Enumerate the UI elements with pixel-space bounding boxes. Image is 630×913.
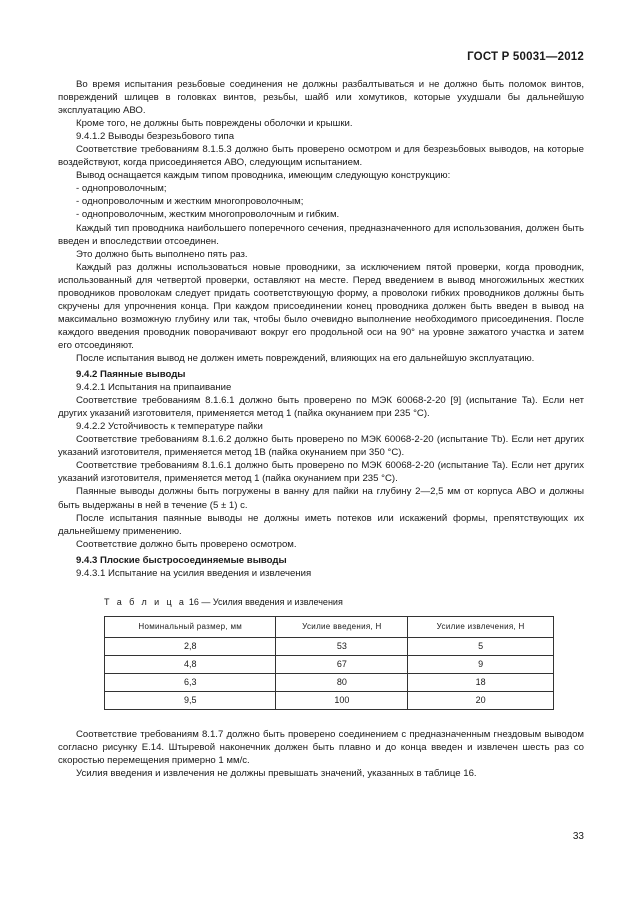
- section-heading-943: 9.4.3 Плоские быстросоединяемые выводы: [76, 554, 287, 566]
- cell-withdrawal: 5: [408, 637, 554, 655]
- subsection-title: 9.4.1.2 Выводы безрезьбового типа: [76, 131, 235, 143]
- list-item: - однопроволочным, жестким многопроволочным и гибким.: [76, 209, 340, 221]
- table-row: [105, 655, 554, 673]
- paragraph: Паянные выводы должны быть погружены в ванну для пайки на глубину 2—2,5 мм от корпуса АВО и должны быть выдержаны в ней в течение (5 ± 1) с.: [58, 486, 584, 511]
- table-caption: [104, 596, 584, 609]
- paragraph: Соответствие требованиям 8.1.6.1 должно быть проверено по МЭК 60068-2-20 (испытание Ta). Если нет других указаний изготовителя, применяется метод 1 (пайка окунанием при 235 °С).: [58, 460, 584, 485]
- subsection-title: 9.4.2.1 Испытания на припаивание: [76, 382, 232, 394]
- cell-withdrawal: 20: [408, 691, 554, 709]
- paragraph: Каждый раз должны использоваться новые проводники, за исключением пятой проверки, когда проводник, использованный для четвертой проверки, оставляют на месте. Перед введением в вывод многожильных жестких проводников проволокам следует придать соответствующую форму, а проволоки гибких проводников должны быть скручены для упрочнения конца. При каждом присоединении конец проводника должен быть введен в вывод на максимально возможную глубину или так, чтобы было очевидно выполнение необходимого присоединения. После каждого введения проводник поворачивают вокруг его продольной оси на 90° на уровне зажатого участка и затем его отсоединяют.: [58, 261, 584, 351]
- section-heading-942: 9.4.2 Паянные выводы: [76, 369, 186, 381]
- paragraph: Это должно быть выполнено пять раз.: [76, 248, 248, 260]
- forces-table: [104, 616, 554, 710]
- standard-header: ГОСТ Р 50031—2012: [467, 51, 584, 63]
- paragraph: После испытания вывод не должен иметь повреждений, влияющих на его дальнейшую эксплуатацию.: [76, 352, 535, 364]
- cell-size: 2,8: [105, 637, 276, 655]
- paragraph: Усилия введения и извлечения не должны превышать значений, указанных в таблице 16.: [76, 767, 477, 779]
- cell-withdrawal: 9: [408, 655, 554, 673]
- paragraph: Во время испытания резьбовые соединения не должны разбалтываться и не должно быть поломок винтов, повреждений шлицев в головках винтов, резьбы, шайб или хомутиков, которые ухудшали бы дальнейшую эксплуатацию АВО.: [58, 79, 584, 117]
- paragraph: Соответствие требованиям 8.1.7 должно быть проверено соединением с предназначенным гнездовым выводом согласно рисунку Е.14. Штыревой наконечник должен быть плавно и до конца введен и извлечен шесть раз со скоростью перемещения примерно 1 мм/с.: [58, 728, 584, 766]
- cell-insertion: 67: [276, 655, 408, 673]
- cell-insertion: 100: [276, 691, 408, 709]
- cell-size: 6,3: [105, 673, 276, 691]
- cell-size: 4,8: [105, 655, 276, 673]
- list-item: - однопроволочным и жестким многопроволочным;: [76, 196, 304, 208]
- table-caption-prefix: Т а б л и ц а: [104, 596, 187, 607]
- cell-size: 9,5: [105, 691, 276, 709]
- subsection-title: 9.4.3.1 Испытание на усилия введения и извлечения: [76, 567, 312, 579]
- paragraph: Соответствие требованиям 8.1.6.2 должно быть проверено по МЭК 60068-2-20 (испытание Tb). Если нет других указаний изготовителя, применяется метод 1B (пайка окунанием при 350 °С).: [58, 434, 584, 459]
- paragraph: Соответствие должно быть проверено осмотром.: [76, 538, 297, 550]
- table-caption-text: 16 — Усилия введения и извлечения: [188, 596, 343, 607]
- paragraph: Кроме того, не должны быть повреждены оболочки и крышки.: [76, 118, 353, 130]
- paragraph: Соответствие требованиям 8.1.6.1 должно быть проверено по МЭК 60068-2-20 [9] (испытание Ta). Если нет других указаний изготовителя, применяется метод 1 (пайка окунанием при 235 °С).: [58, 395, 584, 420]
- table-row: [105, 637, 554, 655]
- main-text: [58, 78, 584, 780]
- header-nominal-size: Номинальный размер, мм: [105, 616, 276, 637]
- paragraph: Каждый тип проводника наибольшего поперечного сечения, предназначенного для использования, должен быть введен и впоследствии отсоединен.: [58, 222, 584, 247]
- paragraph: После испытания паянные выводы не должны иметь потеков или искажений формы, препятствующих их дальнейшему применению.: [58, 512, 584, 537]
- table-header-row: [105, 616, 554, 637]
- cell-insertion: 80: [276, 673, 408, 691]
- cell-insertion: 53: [276, 637, 408, 655]
- list-item: - однопроволочным;: [76, 183, 167, 195]
- paragraph: Соответствие требованиям 8.1.5.3 должно быть проверено осмотром и для безрезьбовых выводов, на которые воздействуют, когда присоединяется АВО, следующим испытанием.: [58, 144, 584, 169]
- paragraph: Вывод оснащается каждым типом проводника, имеющим следующую конструкцию:: [76, 170, 451, 182]
- header-withdrawal-force: Усилие извлечения, Н: [408, 616, 554, 637]
- page-number: 33: [572, 831, 584, 842]
- table-row: [105, 673, 554, 691]
- table-row: [105, 691, 554, 709]
- header-insertion-force: Усилие введения, Н: [276, 616, 408, 637]
- cell-withdrawal: 18: [408, 673, 554, 691]
- subsection-title: 9.4.2.2 Устойчивость к температуре пайки: [76, 421, 263, 433]
